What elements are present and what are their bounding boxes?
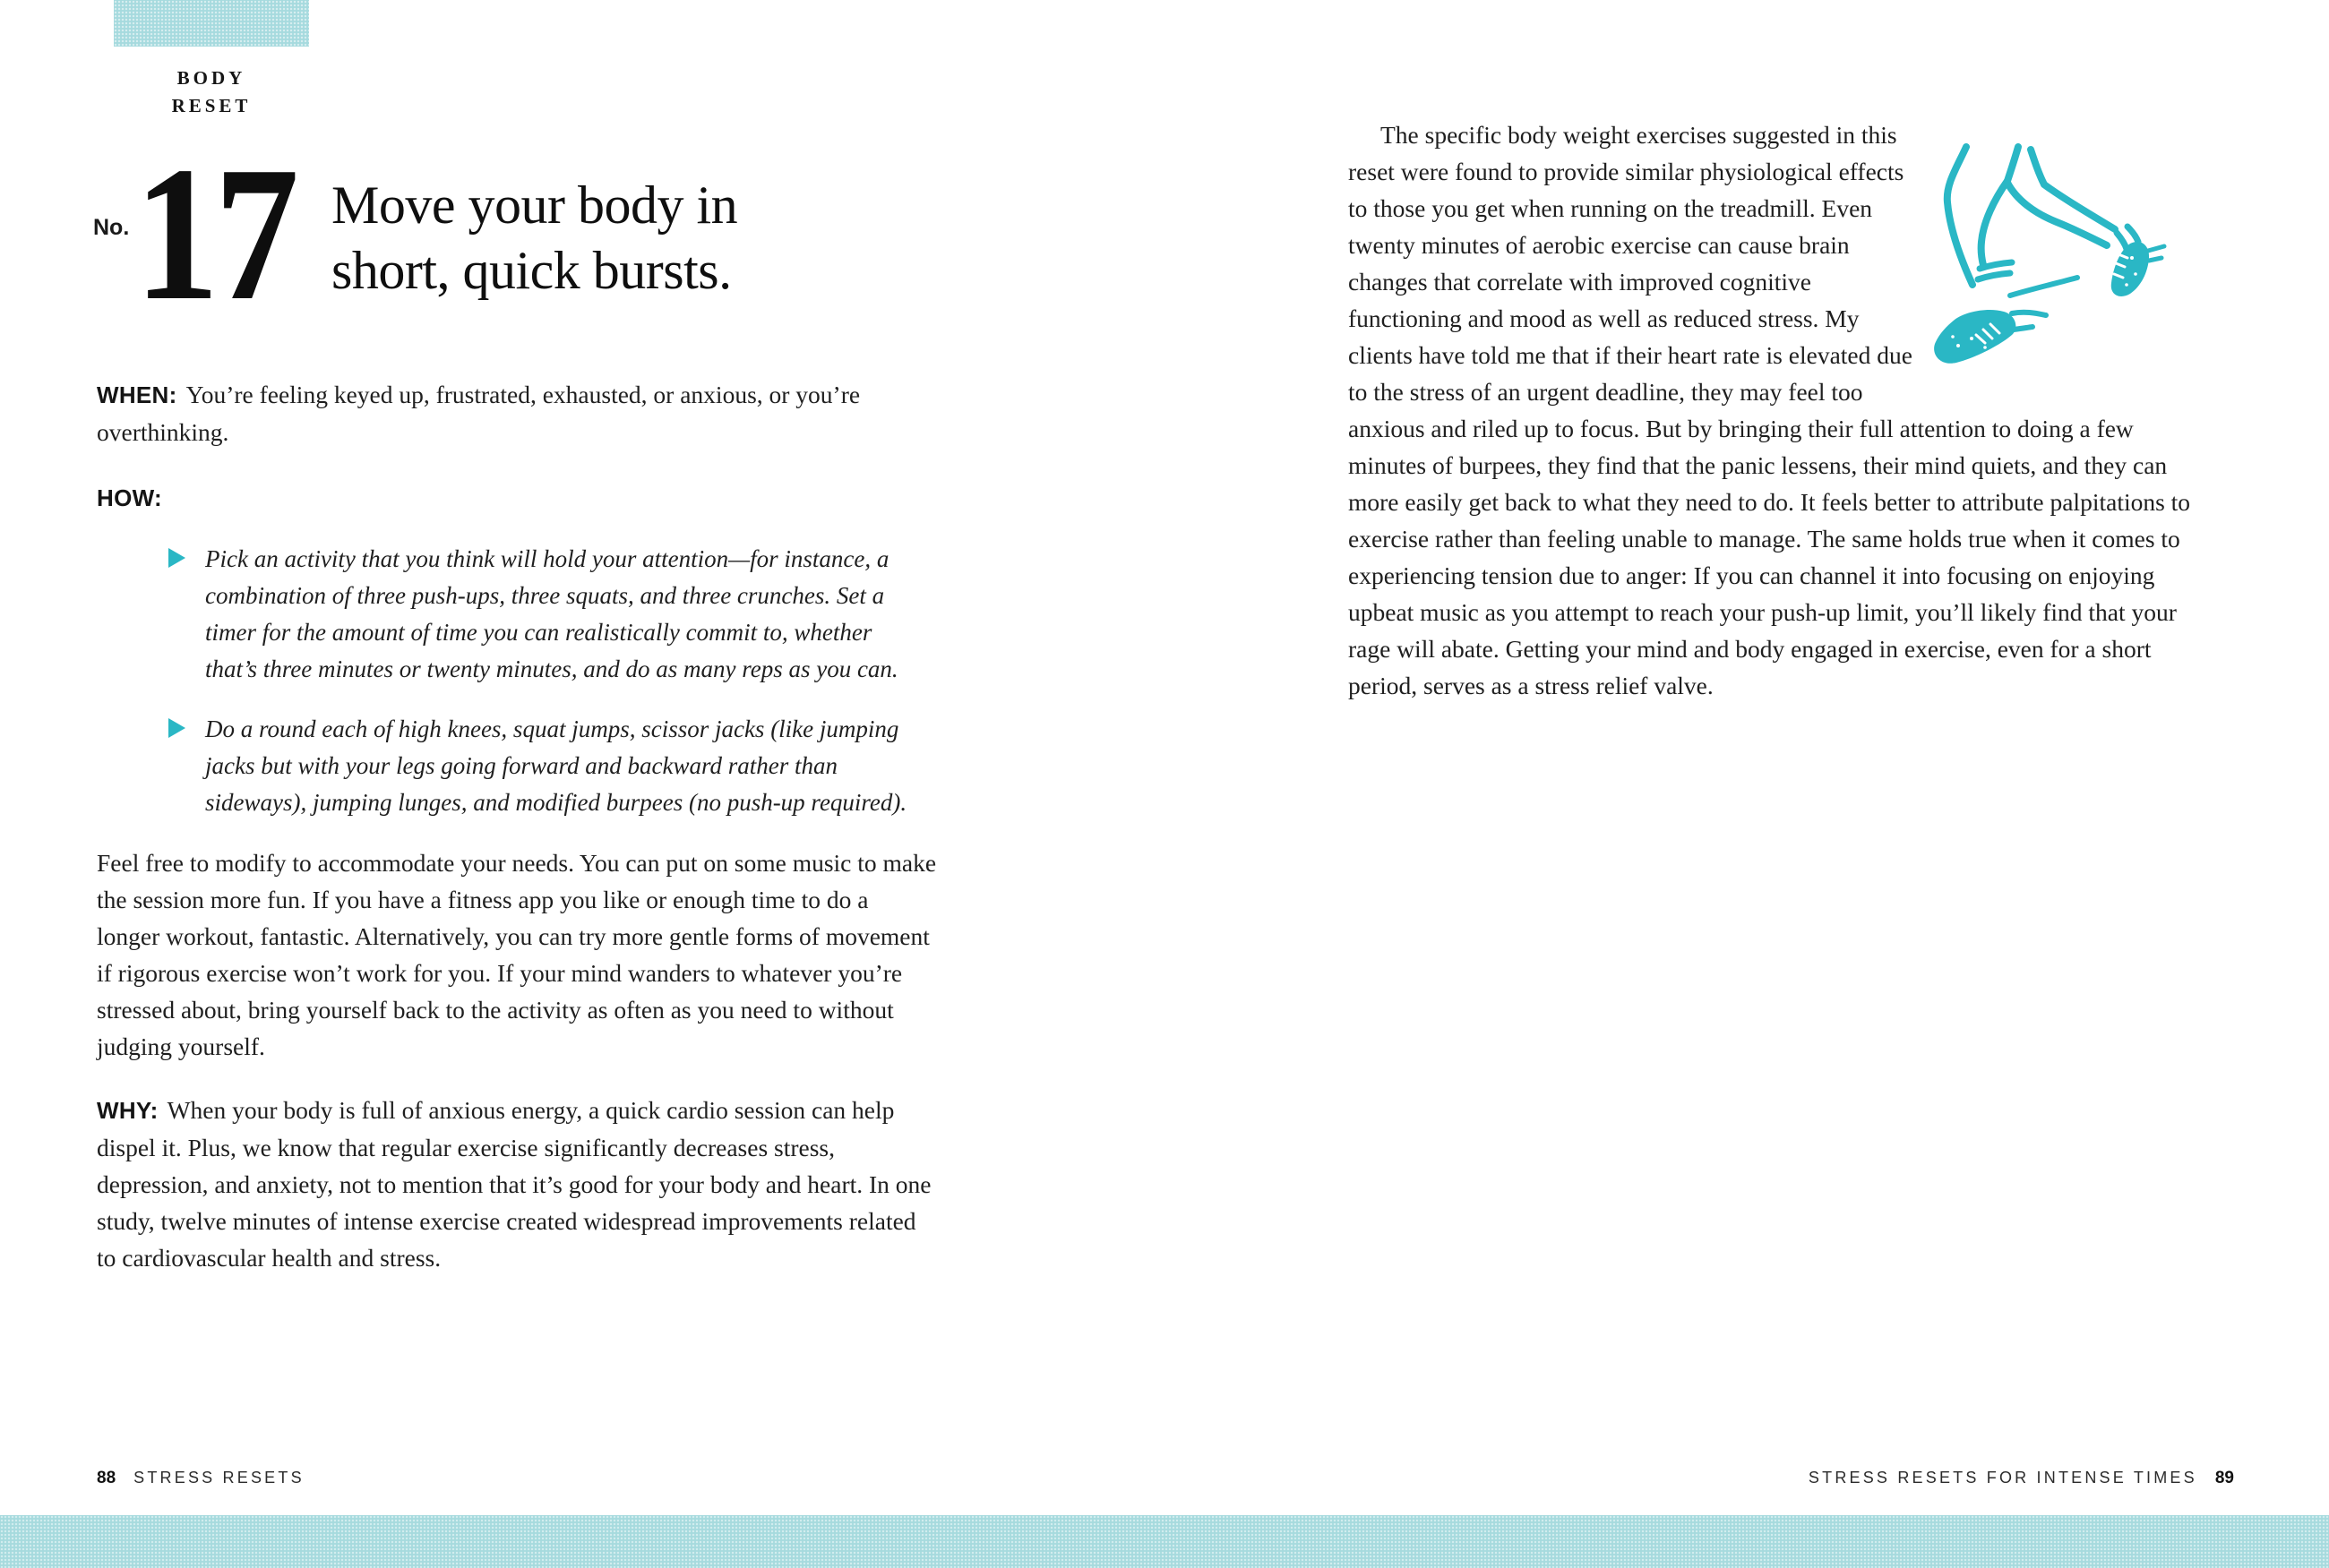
running-legs-drawing [1931,124,2218,392]
corner-block [114,0,309,47]
reset-title [331,173,941,304]
chapter-title: STRESS RESETS FOR INTENSE TIMES [1808,1469,2197,1487]
bullet-list [97,541,937,821]
triangle-bullet-icon [168,548,185,568]
corner-tag-label: BODY RESET [171,67,252,116]
right-page-body [1348,116,2213,704]
how-label: HOW: [97,484,162,511]
page-number: 89 [2214,1469,2234,1487]
why-label: WHY: [97,1097,159,1124]
bullet-text: Do a round each of high knees, squat jumps, scissor jacks (like jumping jacks but with your legs going forward and backward rather than sideways), jumping lunges, and modified burpees (no push-up required). [205,715,907,816]
bottom-strip [0,1515,2329,1568]
footer-left [97,1469,305,1488]
bullet-item [168,711,937,821]
reset-number: 17 [134,126,295,340]
reset-title-line1: Move your body in [331,176,738,235]
corner-tag [114,64,309,120]
reset-number-label: No. [93,215,130,240]
when-paragraph [97,376,937,450]
when-label: WHEN: [97,381,177,408]
right-page-paragraph: The specific body weight exercises suggested in this reset were found to provide similar physiological effects to those you get when running on the treadmill. Even twenty minutes of aerobic exercise can cause brain changes that correlate with improved cognitive functioning and mood as well as reduced stress. My clients have told me that if their heart rate is elevated due to the stress of an urgent deadline, they may feel too anxious and riled up to focus. But by bringing their full attention to doing a few minutes of burpees, they find that the panic lessens, their mind quiets, and they can more easily get back to what they need to do. It feels better to attribute palpitations to exercise rather than feeling unable to manage. The same holds true when it comes to experiencing tension due to anger: If you can channel it into focusing on enjoying upbeat music as you attempt to reach your push-up limit, you’ll likely find that your rage will abate. Getting your mind and body engaged in exercise, even for a short period, serves as a stress relief valve. [1348,121,2191,699]
left-page-body [97,376,937,1276]
why-text: When your body is full of anxious energy, a quick cardio session can help dispel it. Plus, we know that regular exercise significantly decreases stress, depression, and anxiety, not to mention that it’s good for your body and heart. In one study, twelve minutes of intense exercise created widespread improvements related to cardiovascular health and stress. [97,1096,932,1272]
footer-right [1809,1469,2234,1488]
body-paragraph: Feel free to modify to accommodate your needs. You can put on some music to make the session more fun. If you have a fitness app you like or enough time to do a longer workout, fantastic. Alternatively, you can try more gentle forms of movement if rigorous exercise won’t work for you. If your mind wanders to whatever you’re stressed about, bring yourself back to the activity as often as you need to without judging yourself. [97,849,937,1060]
running-legs-illustration [1917,116,2213,394]
when-text: You’re feeling keyed up, frustrated, exhausted, or anxious, or you’re overthinking. [97,381,861,446]
bullet-item [168,541,937,688]
triangle-bullet-icon [168,718,185,738]
why-paragraph [97,1092,937,1276]
page-number: 88 [97,1469,116,1487]
book-title: STRESS RESETS [133,1469,305,1487]
bullet-text: Pick an activity that you think will hold your attention—for instance, a combination of three push-ups, three squats, and three crunches. Set a timer for the amount of time you can realistically commit to, whether that’s three minutes or twenty minutes, and do as many reps as you can. [205,545,898,682]
reset-title-line2: short, quick bursts. [331,241,732,300]
